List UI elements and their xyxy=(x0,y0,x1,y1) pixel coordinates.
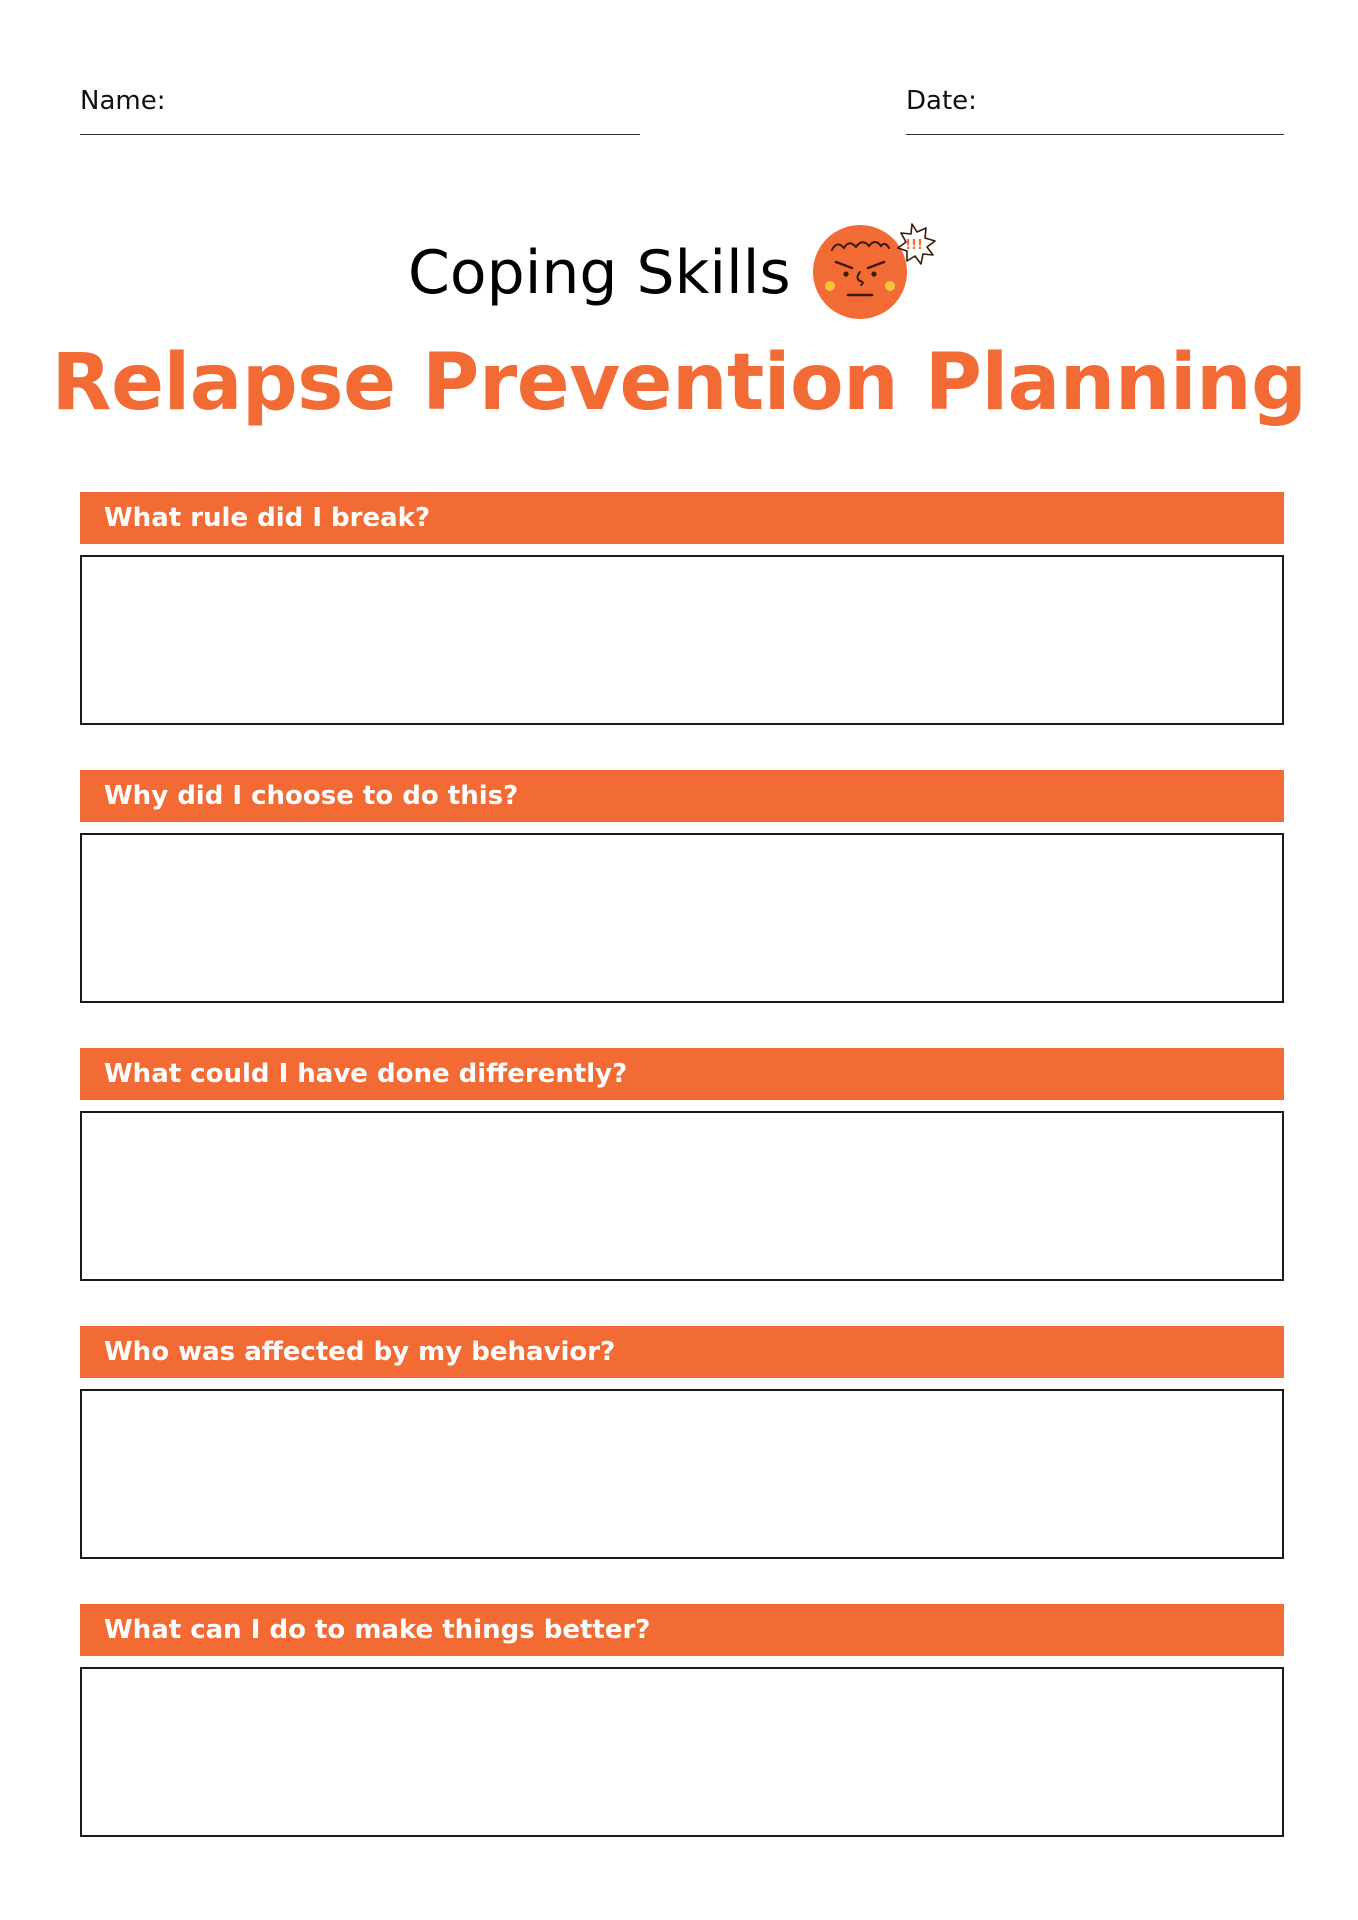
question-section-3 xyxy=(80,1048,1284,1326)
face-left-cheek xyxy=(825,281,835,291)
question-label-3: What could I have done differently? xyxy=(80,1048,1284,1100)
question-section-5 xyxy=(80,1604,1284,1882)
face-right-cheek xyxy=(885,281,895,291)
answer-box-4[interactable] xyxy=(80,1389,1284,1559)
page-title: Relapse Prevention Planning xyxy=(51,338,1307,428)
face-left-eye xyxy=(843,271,848,276)
angry-face-icon xyxy=(808,220,938,320)
answer-box-1[interactable] xyxy=(80,555,1284,725)
answer-box-2[interactable] xyxy=(80,833,1284,1003)
face-burst-text: !!! xyxy=(905,238,923,253)
name-label: Name: xyxy=(80,86,166,116)
face-right-eye xyxy=(871,271,876,276)
question-section-1 xyxy=(80,492,1284,770)
date-underline[interactable] xyxy=(906,134,1284,135)
question-section-4 xyxy=(80,1326,1284,1604)
question-sections xyxy=(80,492,1284,1882)
answer-box-5[interactable] xyxy=(80,1667,1284,1837)
question-label-5: What can I do to make things better? xyxy=(80,1604,1284,1656)
question-label-4: Who was affected by my behavior? xyxy=(80,1326,1284,1378)
name-underline[interactable] xyxy=(80,134,640,135)
question-label-2: Why did I choose to do this? xyxy=(80,770,1284,822)
question-label-1: What rule did I break? xyxy=(80,492,1284,544)
date-label: Date: xyxy=(906,86,977,116)
page-subtitle: Coping Skills xyxy=(408,238,791,308)
question-section-2 xyxy=(80,770,1284,1048)
answer-box-3[interactable] xyxy=(80,1111,1284,1281)
